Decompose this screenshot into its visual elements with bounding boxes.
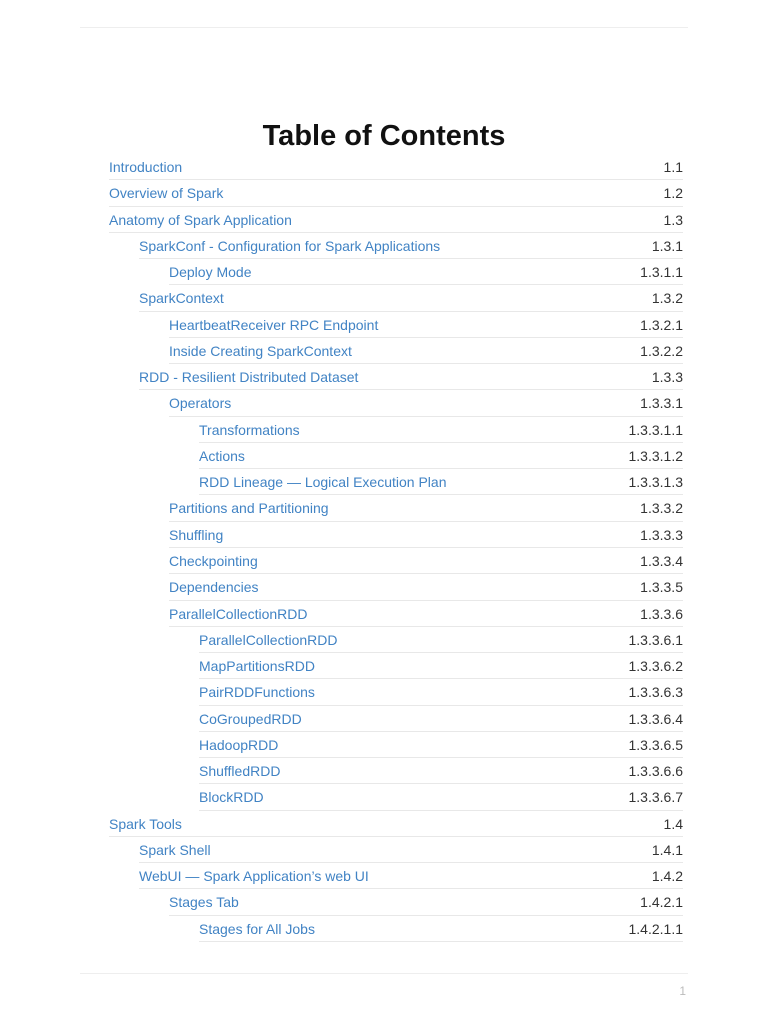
toc-entry-title-link[interactable]: PairRDDFunctions bbox=[199, 684, 315, 701]
toc-entry-number: 1.3.3.2 bbox=[640, 500, 683, 517]
toc-entry-title-link[interactable]: Introduction bbox=[109, 159, 183, 175]
toc-entry-title-link[interactable]: HeartbeatReceiver RPC Endpoint bbox=[169, 316, 379, 333]
toc-entry-number: 1.1 bbox=[663, 159, 683, 175]
toc-entry-number: 1.3.3.3 bbox=[640, 526, 683, 543]
toc-entry[interactable] bbox=[0, 916, 768, 942]
toc-entry-title-link[interactable]: SparkConf - Configuration for Spark Applications bbox=[139, 237, 441, 254]
toc-entry-number: 1.3.3.1.3 bbox=[628, 474, 683, 491]
toc-entry-number: 1.3.3.6.7 bbox=[628, 789, 683, 806]
toc-entry-title-link[interactable]: Inside Creating SparkContext bbox=[169, 342, 352, 359]
toc-entry-title-link[interactable]: HadoopRDD bbox=[199, 736, 279, 753]
toc-entry-number: 1.3.3.1 bbox=[640, 395, 683, 412]
toc-entry-number: 1.3 bbox=[663, 211, 683, 228]
toc-entry[interactable] bbox=[0, 679, 768, 705]
toc-entry-title-link[interactable]: Stages for All Jobs bbox=[199, 920, 315, 937]
toc-entry[interactable] bbox=[0, 732, 768, 758]
toc-entry-title-link[interactable]: Checkpointing bbox=[169, 552, 258, 569]
toc-entry-title-link[interactable]: RDD - Resilient Distributed Dataset bbox=[139, 369, 359, 386]
toc-entry-number: 1.3.3.6.2 bbox=[628, 658, 683, 675]
toc-entry-number: 1.3.2.2 bbox=[640, 342, 683, 359]
toc-entry[interactable] bbox=[0, 522, 768, 548]
header-divider bbox=[80, 27, 688, 28]
toc-entry[interactable] bbox=[0, 154, 768, 180]
toc-entry-number: 1.3.3.6.5 bbox=[628, 736, 683, 753]
toc-entry-number: 1.3.2 bbox=[651, 290, 683, 307]
toc-entry[interactable] bbox=[0, 207, 768, 233]
toc-entry-title-link[interactable]: ShuffledRDD bbox=[199, 763, 281, 780]
toc-entry-number: 1.3.3.6.3 bbox=[628, 684, 683, 701]
toc-entry-number: 1.3.3 bbox=[651, 369, 683, 386]
toc-entry-title-link[interactable]: Anatomy of Spark Application bbox=[109, 211, 292, 228]
toc-entry-title-link[interactable]: MapPartitionsRDD bbox=[199, 658, 315, 675]
toc-entry[interactable] bbox=[0, 837, 768, 863]
page-title: Table of Contents bbox=[262, 120, 506, 153]
toc-entry-title-link[interactable]: Spark Shell bbox=[139, 841, 211, 858]
toc-entry[interactable] bbox=[0, 312, 768, 338]
toc-entry[interactable] bbox=[0, 706, 768, 732]
toc-entry-title-link[interactable]: Shuffling bbox=[169, 526, 224, 543]
toc-entry-number: 1.3.3.4 bbox=[640, 552, 683, 569]
toc-entry-title-link[interactable]: Transformations bbox=[199, 421, 300, 438]
toc-entry[interactable] bbox=[0, 784, 768, 810]
toc-entry-title-link[interactable]: Partitions and Partitioning bbox=[169, 500, 329, 517]
toc-entry[interactable] bbox=[0, 338, 768, 364]
toc-entry-title-link[interactable]: Overview of Spark bbox=[109, 185, 224, 202]
toc-entry[interactable] bbox=[0, 417, 768, 443]
toc-entry[interactable] bbox=[0, 574, 768, 600]
toc-entry[interactable] bbox=[0, 259, 768, 285]
toc-entry-title-link[interactable]: RDD Lineage — Logical Execution Plan bbox=[199, 474, 447, 491]
toc-entry-title-link[interactable]: SparkContext bbox=[139, 290, 224, 307]
table-of-contents bbox=[0, 154, 768, 942]
toc-entry-number: 1.3.2.1 bbox=[640, 316, 683, 333]
toc-entry-number: 1.3.3.1.2 bbox=[628, 447, 683, 464]
toc-entry-title-link[interactable]: WebUI — Spark Application’s web UI bbox=[139, 868, 369, 885]
toc-entry[interactable] bbox=[0, 758, 768, 784]
toc-entry[interactable] bbox=[0, 811, 768, 837]
toc-entry[interactable] bbox=[0, 180, 768, 206]
toc-entry-title-link[interactable]: BlockRDD bbox=[199, 789, 264, 806]
toc-entry[interactable] bbox=[0, 889, 768, 915]
toc-entry-number: 1.4 bbox=[663, 815, 683, 832]
toc-entry-number: 1.4.1 bbox=[651, 841, 683, 858]
toc-entry[interactable] bbox=[0, 627, 768, 653]
toc-entry[interactable] bbox=[0, 364, 768, 390]
toc-entry[interactable] bbox=[0, 390, 768, 416]
toc-entry-number: 1.3.3.1.1 bbox=[628, 421, 683, 438]
toc-entry-title-link[interactable]: Operators bbox=[169, 395, 232, 412]
toc-entry-title-link[interactable]: Deploy Mode bbox=[169, 264, 252, 281]
toc-entry-divider bbox=[199, 941, 683, 942]
toc-entry[interactable] bbox=[0, 285, 768, 311]
toc-entry-title-link[interactable]: ParallelCollectionRDD bbox=[199, 631, 338, 648]
toc-entry-title-link[interactable]: Dependencies bbox=[169, 579, 259, 596]
toc-entry[interactable] bbox=[0, 863, 768, 889]
toc-entry-title-link[interactable]: CoGroupedRDD bbox=[199, 710, 302, 727]
toc-entry-number: 1.3.1 bbox=[651, 237, 683, 254]
toc-entry-number: 1.2 bbox=[663, 185, 683, 202]
toc-entry-number: 1.3.3.6 bbox=[640, 605, 683, 622]
toc-entry-title-link[interactable]: ParallelCollectionRDD bbox=[169, 605, 308, 622]
toc-entry[interactable] bbox=[0, 601, 768, 627]
toc-entry-number: 1.3.3.5 bbox=[640, 579, 683, 596]
toc-entry-number: 1.3.1.1 bbox=[640, 264, 683, 281]
toc-entry-number: 1.3.3.6.4 bbox=[628, 710, 683, 727]
toc-entry[interactable] bbox=[0, 233, 768, 259]
page-number: 1 bbox=[679, 984, 686, 998]
toc-entry-title-link[interactable]: Actions bbox=[199, 447, 245, 464]
footer-divider bbox=[80, 973, 688, 974]
toc-entry-number: 1.4.2.1.1 bbox=[628, 920, 683, 937]
toc-entry[interactable] bbox=[0, 443, 768, 469]
toc-entry-number: 1.4.2.1 bbox=[640, 894, 683, 911]
toc-entry-title-link[interactable]: Spark Tools bbox=[109, 815, 182, 832]
toc-entry-number: 1.4.2 bbox=[651, 868, 683, 885]
toc-entry[interactable] bbox=[0, 469, 768, 495]
toc-entry[interactable] bbox=[0, 548, 768, 574]
toc-entry-number: 1.3.3.6.1 bbox=[628, 631, 683, 648]
toc-entry[interactable] bbox=[0, 653, 768, 679]
toc-entry[interactable] bbox=[0, 495, 768, 521]
toc-entry-number: 1.3.3.6.6 bbox=[628, 763, 683, 780]
toc-entry-title-link[interactable]: Stages Tab bbox=[169, 894, 239, 911]
